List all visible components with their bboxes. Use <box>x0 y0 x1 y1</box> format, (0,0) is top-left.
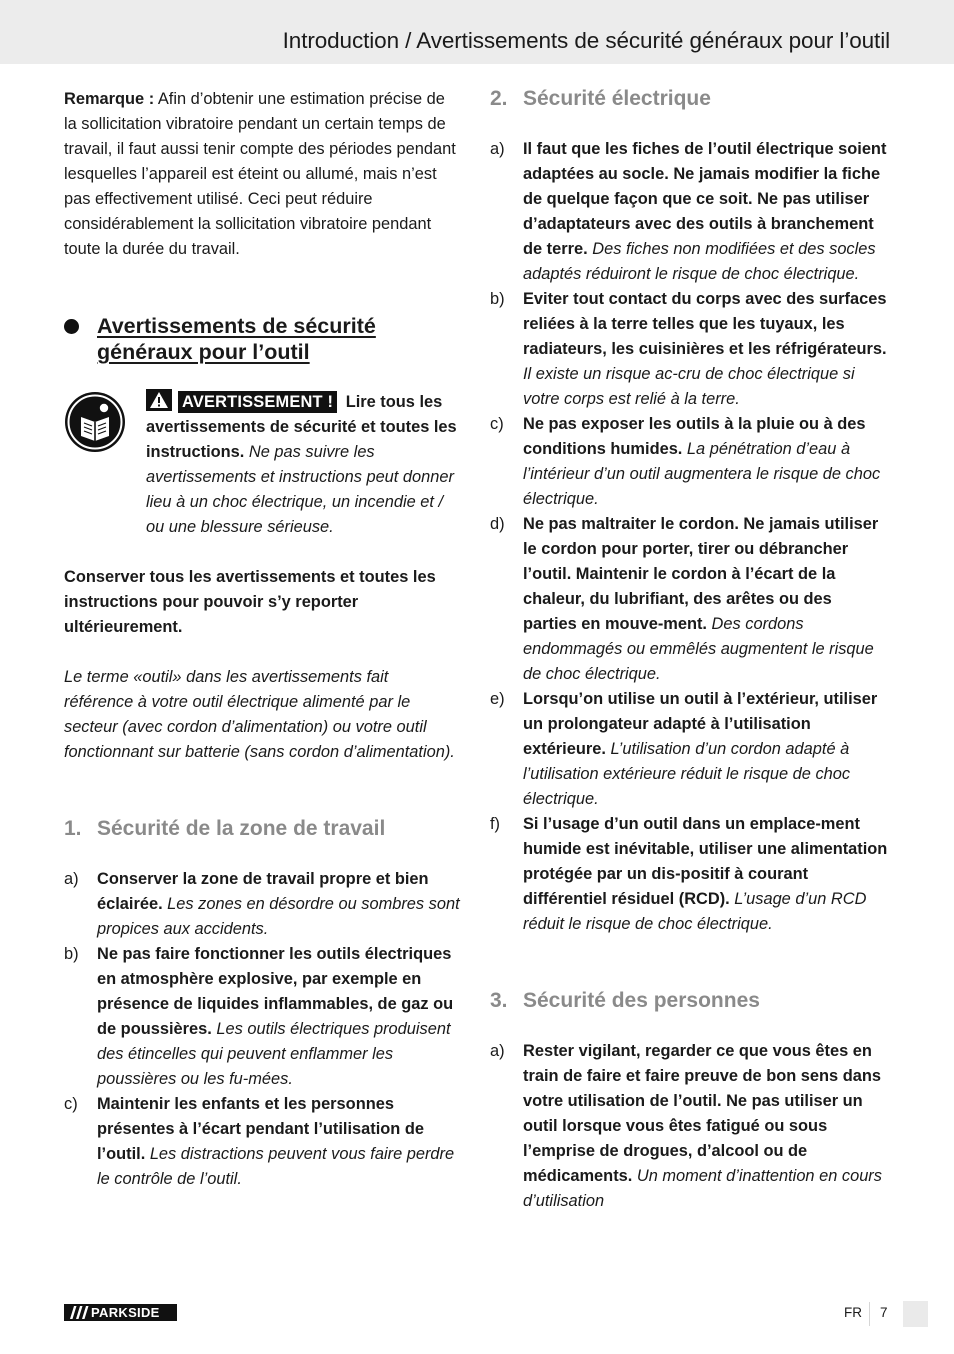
list-item: b) Ne pas faire fonctionner les outils électriques en atmosphère explosive, par exemple en présence de liquides inflammables, de gaz ou de poussières. Les outils électriques produisent des étincelles qui peuvent enflammer les poussières ou les fu-mées. <box>64 945 454 1088</box>
list-item: a) Conserver la zone de travail propre et bien éclairée. Les zones en désordre ou sombres sont propices aux accidents. <box>64 870 460 938</box>
section-2-list <box>490 137 888 937</box>
list-item: a) Rester vigilant, regarder ce que vous êtes en train de faire et faire preuve de bon sens dans votre utilisation de l’outil. Ne pas utiliser un outil lorsque vous êtes fatigué ou sous l’emprise de drogues, d’alcool ou de médicaments. Un moment d’inattention en cours d’utilisation <box>490 1042 882 1210</box>
warning-label: AVERTISSEMENT ! <box>178 391 337 413</box>
section-1-list <box>64 867 462 1192</box>
section-2-title: Sécurité électrique <box>523 87 711 110</box>
section-2-heading: 2. Sécurité électrique <box>490 87 711 110</box>
list-item: d) Ne pas maltraiter le cordon. Ne jamais utiliser le cordon pour porter, tirer ou débrancher l’outil. Maintenir le cordon à l’écart de la chaleur, du lubrifiant, des arêtes ou des parties en mouve-ment. Des cordons endommagés ou emmêlés augmentent le risque de choc électrique. <box>490 515 879 683</box>
section-3-list <box>490 1039 888 1214</box>
list-item: c) Ne pas exposer les outils à la pluie ou à des conditions humides. La pénétration d’eau à l’intérieur d’un outil augmentera le risque de choc électrique. <box>490 415 881 508</box>
list-item: e) Lorsqu’on utilise un outil à l’extérieur, utiliser un prolongateur adapté à l’utilisation extérieure. L’utilisation d’un cordon adapté à l’utilisation extérieure réduit le risque de choc électrique. <box>490 690 878 808</box>
remarque-text: Afin d’obtenir une estimation précise de la sollicitation vibratoire pendant un certain temps de travail, il faut aussi tenir compte des périodes pendant lesquelles l’appareil est éteint ou allumé, mais n’est pas effectivement utilisé. Ceci peut réduire considérablement la sollicitation vibratoire pendant toute la durée du travail. <box>64 90 456 258</box>
warning-italic-text: Ne pas suivre les avertissements et instructions peut donner lieu à un choc électrique, un incendie et / ou une blessure sérieuse. <box>146 443 454 536</box>
remarque-paragraph <box>64 87 462 262</box>
term-note: Le terme «outil» dans les avertissements fait référence à votre outil électrique alimenté par le secteur (avec cordon d’alimentation) ou votre outil fonctionnant sur batterie (sans cordon d’alimentation). <box>64 668 455 761</box>
safety-heading-line1: Avertissements de sécurité <box>97 314 376 338</box>
section-1-title: Sécurité de la zone de travail <box>97 817 386 840</box>
logo-brand-text: PARKSIDE <box>91 1305 160 1320</box>
safety-heading <box>64 313 462 365</box>
right-column <box>490 86 888 1214</box>
safety-heading-line2: généraux pour l’outil <box>97 340 310 364</box>
page-title: Introduction / Avertissements de sécurité généraux pour l’outil <box>282 28 890 53</box>
section-3-title: Sécurité des personnes <box>523 989 760 1012</box>
footer-tab <box>903 1301 928 1327</box>
section-3-heading: 3. Sécurité des personnes <box>490 989 760 1012</box>
list-item: f) Si l’usage d’un outil dans un emplace-ment humide est inévitable, utiliser une alimentation protégée par un dis-positif à courant différentiel résiduel (RCD). L’usage d’un RCD réduit le risque de choc électrique. <box>490 815 888 933</box>
list-item: a) Il faut que les fiches de l’outil électrique soient adaptées au socle. Ne jamais modifier la fiche de quelque façon que ce soit. Ne pas utiliser d’adaptateurs avec des outils à branchement de terre. Des fiches non modifiées et des socles adaptés réduiront le risque de choc électrique. <box>490 140 887 283</box>
footer-divider <box>869 1302 870 1326</box>
page-number: 7 <box>880 1305 888 1320</box>
left-column <box>64 86 462 1192</box>
language-code: FR <box>844 1305 862 1320</box>
list-item: b) Eviter tout contact du corps avec des surfaces reliées à la terre telles que les tuyaux, les radiateurs, les cuisinières et les réfrigérateurs. Il existe un risque ac-cru de choc électrique si votre corps est relié à la terre. <box>490 290 887 408</box>
remarque-label: Remarque : <box>64 90 155 108</box>
read-manual-icon <box>64 391 126 453</box>
conserve-paragraph: Conserver tous les avertissements et toutes les instructions pour pouvoir s’y reporter ultérieurement. <box>64 568 436 636</box>
warning-triangle-icon <box>146 389 172 411</box>
warning-block <box>64 389 462 540</box>
warning-bold-text: Lire tous les avertissements de sécurité et toutes les instructions. <box>146 393 457 461</box>
section-1-heading: 1. Sécurité de la zone de travail <box>64 817 386 840</box>
list-item: c) Maintenir les enfants et les personnes présentes à l’écart pendant l’utilisation de l’outil. Les distractions peuvent vous faire perdre le contrôle de l’outil. <box>64 1095 455 1188</box>
bullet-icon <box>64 319 79 334</box>
parkside-logo <box>64 1304 177 1321</box>
logo-stripes-icon <box>67 1306 89 1319</box>
